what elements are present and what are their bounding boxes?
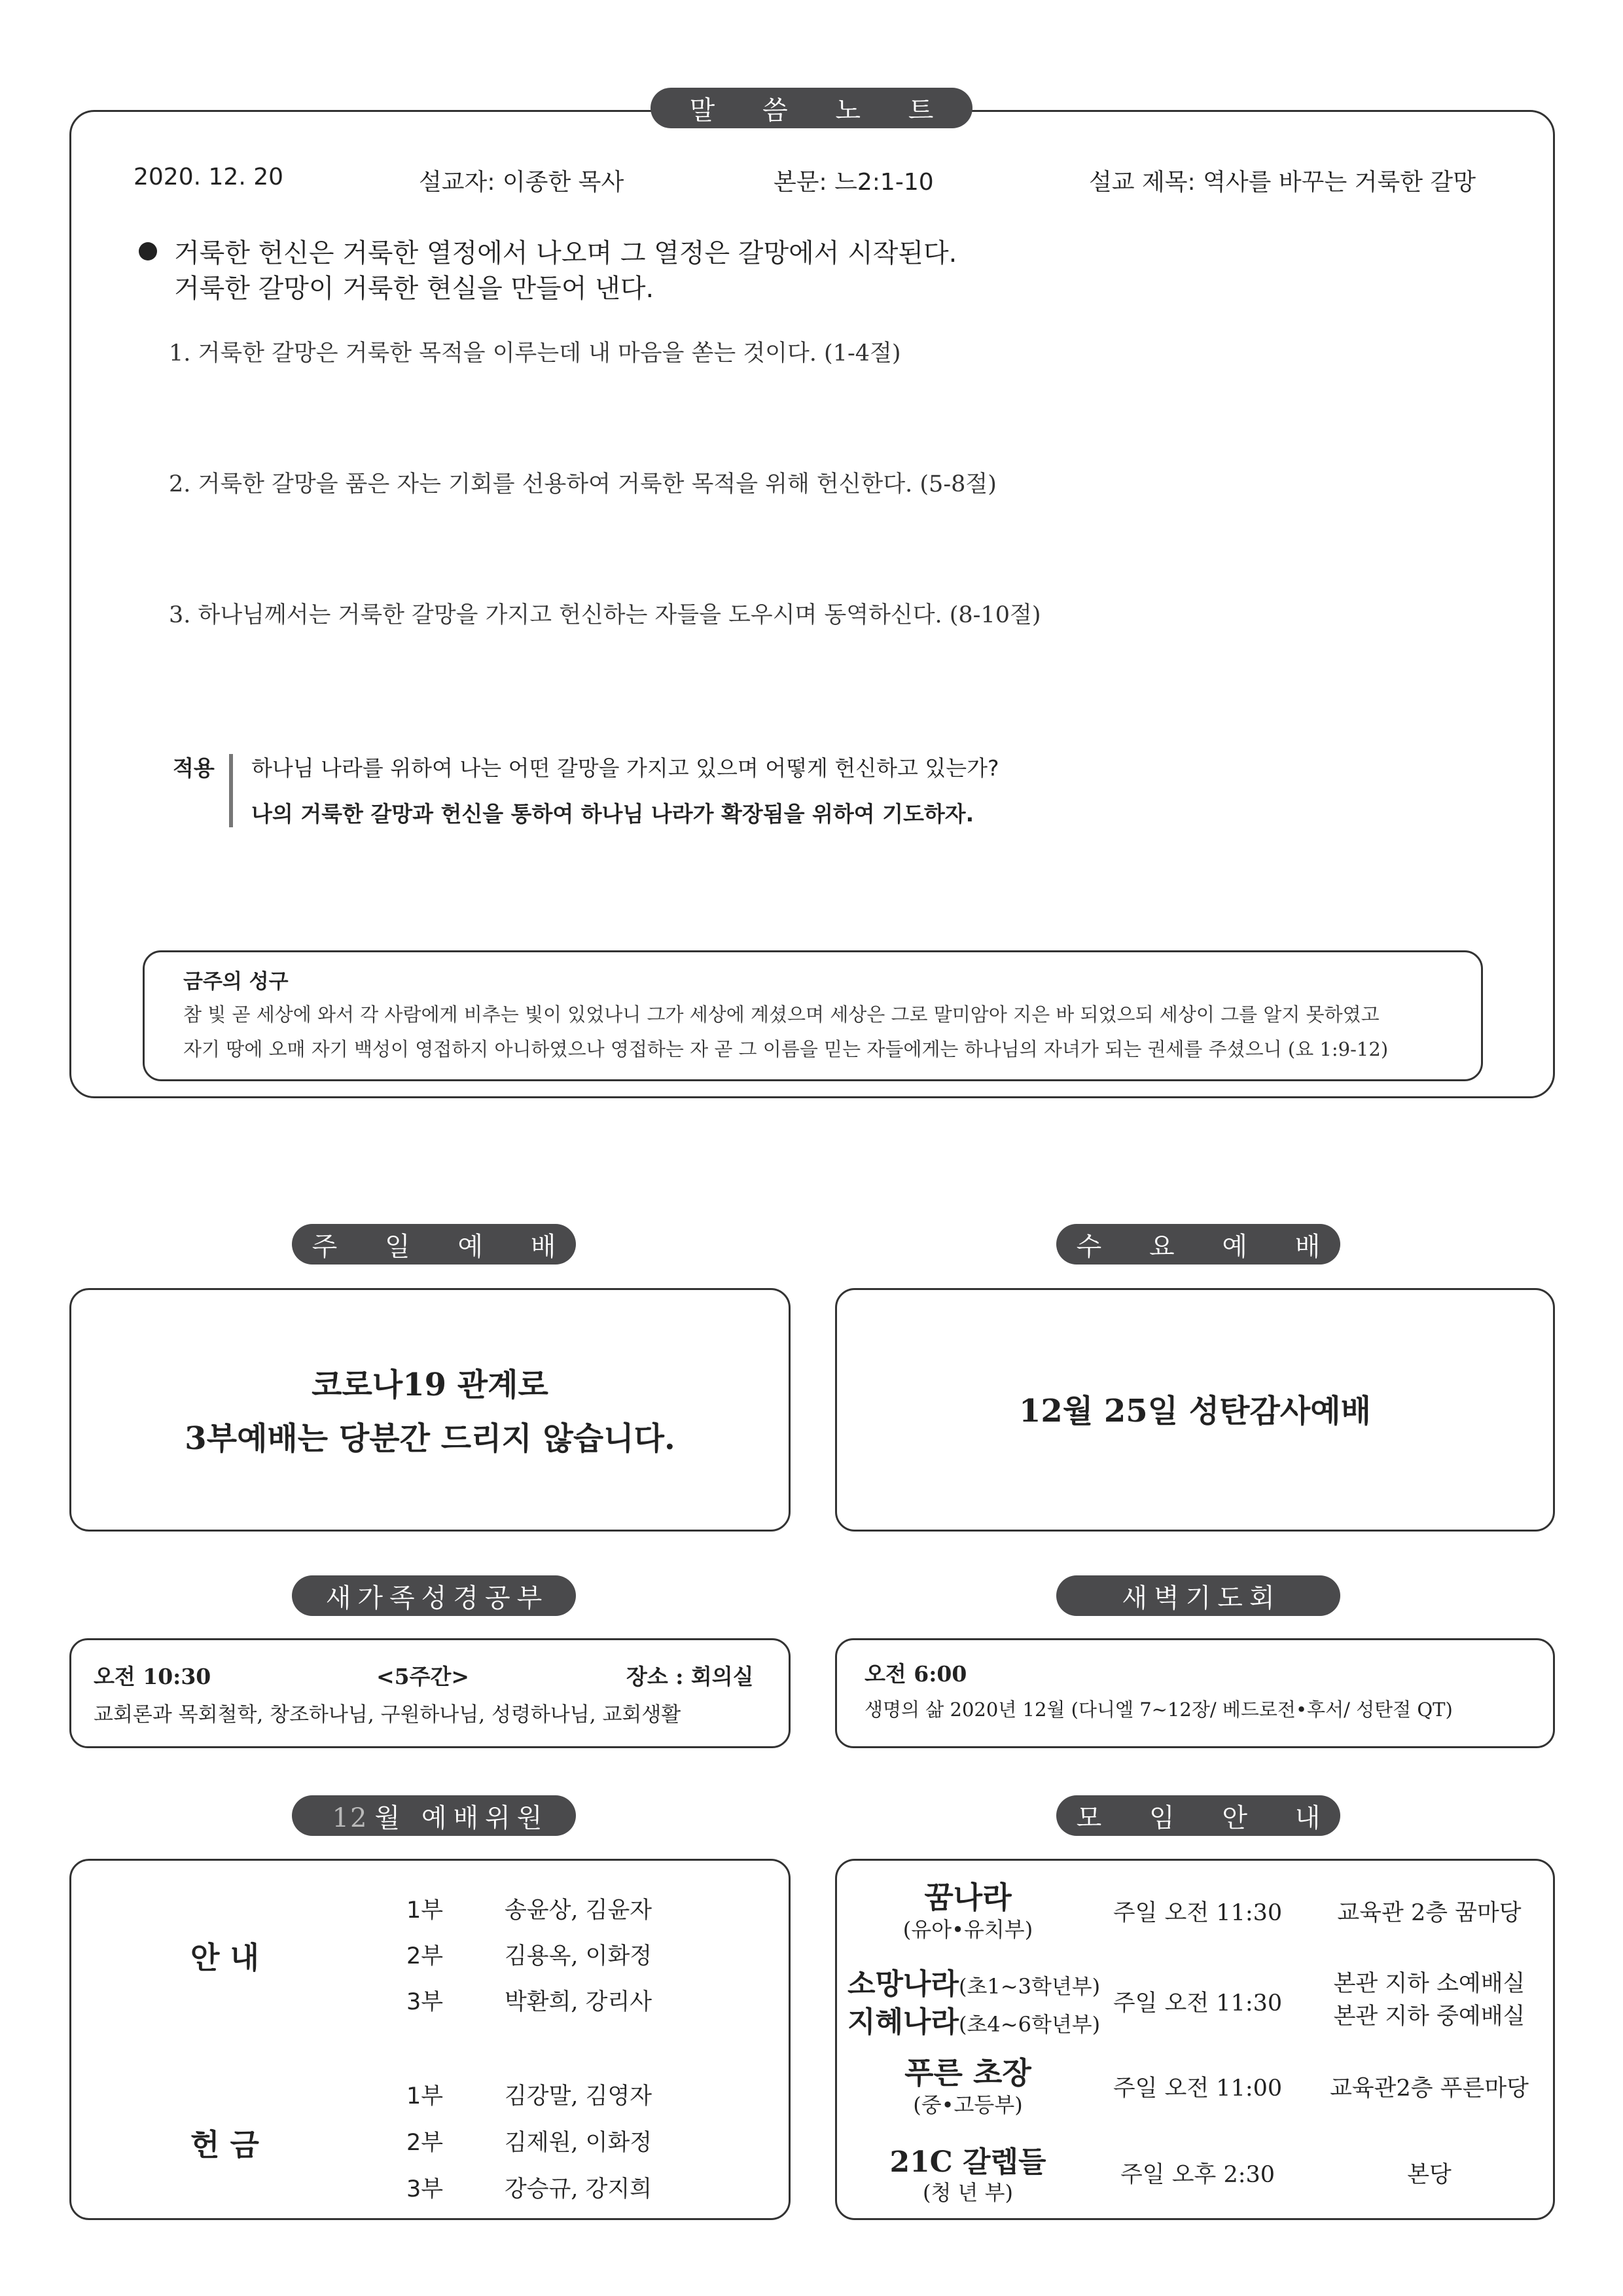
main-point-line2: 거룩한 갈망이 거룩한 현실을 만들어 낸다. — [174, 274, 654, 304]
offering-names-1: 김강말, 김영자 — [505, 2083, 652, 2109]
meeting-time-4: 주일 오후 2:30 — [1120, 2162, 1275, 2188]
study-duration: <5주간> — [376, 1664, 470, 1689]
wednesday-service-box — [835, 1288, 1555, 1532]
weekly-verse-line2: 자기 땅에 오매 자기 백성이 영접하지 아니하였으나 영접하는 자 곧 그 이름을 믿는 자들에게는 하나님의 자녀가 되는 권세를 주셨으니 (요 1:9-12) — [183, 1038, 1389, 1060]
new-family-study-box — [69, 1638, 791, 1748]
meeting-sub-3: (중•고등부) — [913, 2092, 1023, 2117]
dawn-desc: 생명의 삶 2020년 12월 (다니엘 7~12장/ 베드로전•후서/ 성탄절 QT) — [865, 1698, 1453, 1721]
meeting-row-1 — [837, 1874, 1553, 1946]
usher-part-2: 2부 — [406, 1943, 444, 1969]
usher-part-1: 1부 — [406, 1897, 444, 1924]
committee-title-month: 12 — [332, 1803, 368, 1833]
bullet-icon — [139, 242, 157, 260]
offering-part-1: 1부 — [406, 2083, 444, 2109]
usher-label: 안 내 — [190, 1940, 259, 1975]
apply-line1: 하나님 나라를 위하여 나는 어떤 갈망을 가지고 있으며 어떻게 헌신하고 있는가? — [251, 755, 999, 781]
usher-part-3: 3부 — [406, 1989, 444, 2015]
meeting-name-4: 21C 갈렙들 — [889, 2145, 1046, 2179]
sunday-notice-line2: 3부예배는 당분간 드리지 않습니다. — [185, 1420, 675, 1457]
wednesday-service-title: 수 요 예 배 — [1056, 1224, 1340, 1265]
sermon-date: 2020. 12. 20 — [134, 164, 284, 190]
meeting-place-4: 본당 — [1407, 2162, 1452, 2188]
meeting-row-2 — [837, 1960, 1553, 2039]
point-3: 3. 하나님께서는 거룩한 갈망을 가지고 헌신하는 자들을 도우시며 동역하신다. (8-10절) — [169, 602, 1041, 628]
meeting-place-2b: 본관 지하 중예배실 — [1333, 2003, 1525, 2030]
meetings-title: 모 임 안 내 — [1056, 1795, 1340, 1836]
study-place: 장소 : 회의실 — [626, 1664, 754, 1689]
meeting-name-1: 꿈나라 — [924, 1880, 1012, 1915]
sermon-note-title: 말 씀 노 트 — [651, 88, 972, 128]
usher-names-2: 김용옥, 이화정 — [505, 1943, 652, 1969]
meeting-name-2b: 지혜나라(초4~6학년부) — [847, 2005, 1101, 2039]
offering-names-2: 김제원, 이화정 — [505, 2130, 652, 2156]
weekly-verse-title: 금주의 성구 — [183, 970, 289, 994]
meeting-name-3: 푸른 초장 — [904, 2055, 1031, 2090]
meeting-sub-1: (유아•유치부) — [902, 1917, 1033, 1942]
usher-names-3: 박환희, 강리사 — [505, 1989, 652, 2015]
apply-line2: 나의 거룩한 갈망과 헌신을 통하여 하나님 나라가 확장됨을 위하여 기도하자. — [251, 801, 974, 827]
apply-divider — [229, 754, 233, 827]
meeting-name-2: 소망나라(초1~3학년부) — [847, 1967, 1101, 2001]
committee-title-rest: 월 예배위원 — [374, 1803, 549, 1833]
offering-part-2: 2부 — [406, 2130, 444, 2156]
point-1: 1. 거룩한 갈망은 거룩한 목적을 이루는데 내 마음을 쏟는 것이다. (1-4절) — [169, 340, 901, 367]
meeting-time-3: 주일 오전 11:00 — [1113, 2075, 1283, 2102]
new-family-study-title: 새가족성경공부 — [292, 1575, 576, 1616]
offering-part-3: 3부 — [406, 2176, 444, 2202]
sermon-passage: 본문: 느2:1-10 — [774, 169, 934, 196]
sunday-notice-line1: 코로나19 관계로 — [312, 1367, 548, 1403]
sermon-preacher: 설교자: 이종한 목사 — [419, 169, 624, 196]
wednesday-notice: 12월 25일 성탄감사예배 — [1019, 1393, 1371, 1429]
main-point-line1: 거룩한 헌신은 거룩한 열정에서 나오며 그 열정은 갈망에서 시작된다. — [174, 238, 957, 268]
point-2: 2. 거룩한 갈망을 품은 자는 기회를 선용하여 거룩한 목적을 위해 헌신한다. (5-8절) — [169, 471, 997, 497]
usher-names-1: 송윤상, 김윤자 — [505, 1897, 652, 1924]
sermon-title: 설교 제목: 역사를 바꾸는 거룩한 갈망 — [1089, 169, 1476, 196]
study-topics: 교회론과 목회철학, 창조하나님, 구원하나님, 성령하나님, 교회생활 — [94, 1703, 681, 1727]
meeting-sub-4: (청 년 부) — [922, 2180, 1014, 2205]
apply-label: 적용 — [173, 755, 215, 781]
sunday-service-title: 주 일 예 배 — [292, 1224, 576, 1265]
meeting-row-3 — [837, 2049, 1553, 2121]
sunday-service-box — [69, 1288, 791, 1532]
weekly-verse-line1: 참 빛 곧 세상에 와서 각 사람에게 비추는 빛이 있었나니 그가 세상에 계셨으며 세상은 그로 말미암아 지은 바 되었으되 세상이 그를 알지 못하였고 — [183, 1003, 1380, 1026]
december-committee-title — [292, 1795, 576, 1836]
dawn-time: 오전 6:00 — [865, 1661, 967, 1687]
offering-label: 헌 금 — [190, 2127, 259, 2162]
meeting-place-3: 교육관2층 푸른마당 — [1330, 2075, 1529, 2102]
offering-names-3: 강승규, 강지희 — [505, 2176, 652, 2202]
meeting-row-4 — [837, 2138, 1553, 2210]
meeting-place-2: 본관 지하 소예배실 — [1333, 1971, 1525, 1997]
meetings-box — [835, 1859, 1555, 2220]
december-committee-box — [69, 1859, 791, 2220]
dawn-prayer-title: 새벽기도회 — [1056, 1575, 1340, 1616]
meeting-time-1: 주일 오전 11:30 — [1113, 1900, 1283, 1926]
meeting-time-2: 주일 오전 11:30 — [1113, 1990, 1283, 2017]
study-time: 오전 10:30 — [94, 1664, 211, 1689]
meeting-place-1: 교육관 2층 꿈마당 — [1337, 1900, 1522, 1926]
dawn-prayer-box — [835, 1638, 1555, 1748]
